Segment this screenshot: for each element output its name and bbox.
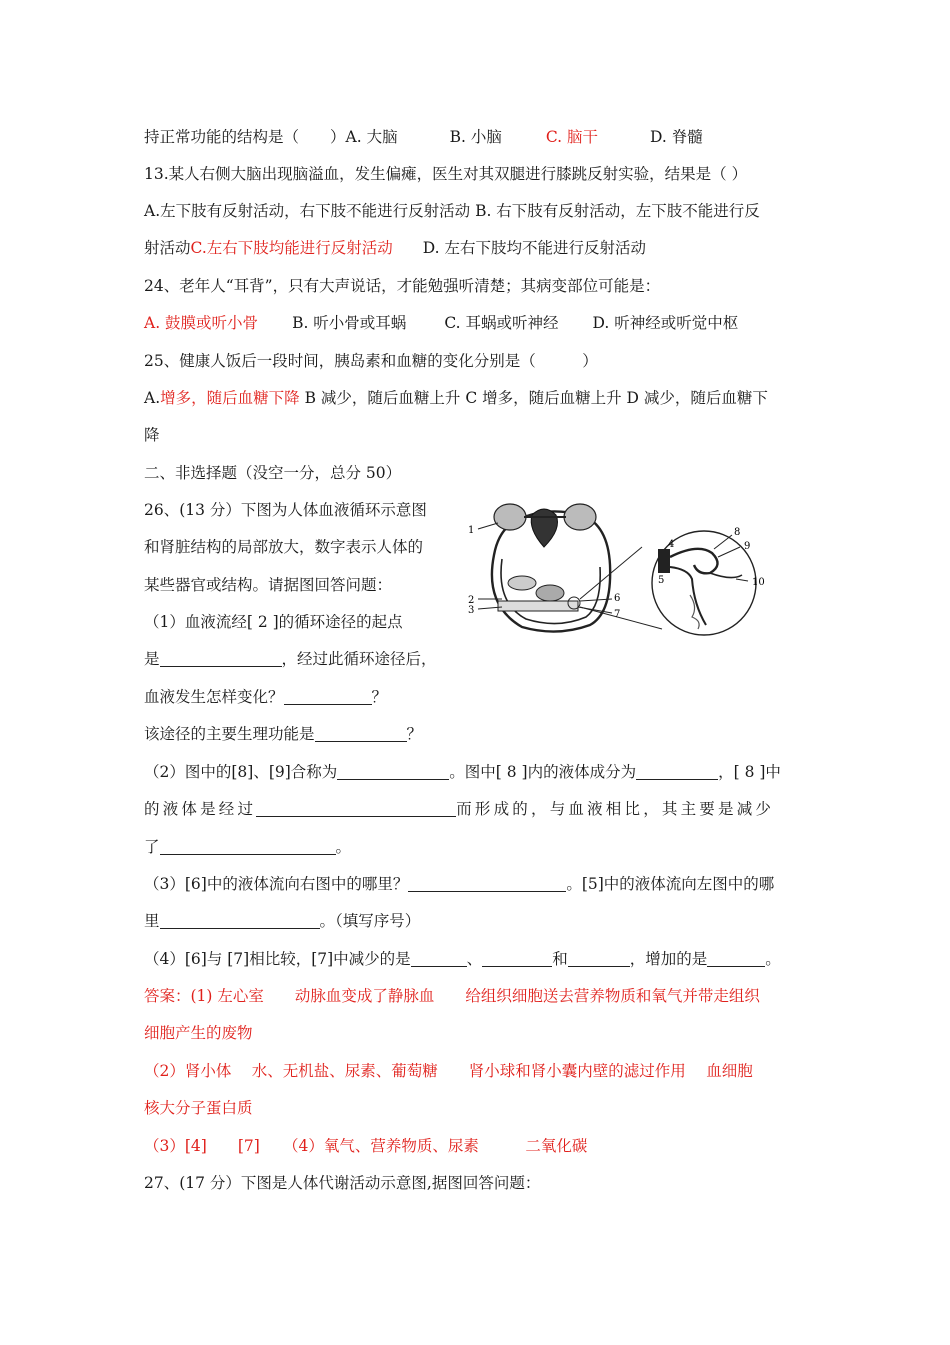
answer-blank[interactable] [636,763,718,780]
option-b-cont: 射活动 [144,239,191,257]
option-d: D. 听神经或听觉中枢 [592,314,739,332]
question-26-intro-3: 某些器官或结构。请据图回答问题： [144,576,393,594]
option-d: D. 脊髓 [650,128,703,146]
question-13-stem: 13.某人右侧大脑出现脑溢血，发生偏瘫，医生对其双腿进行膝跳反射实验，结果是（ ） [144,165,748,183]
option-b: B. 听小骨或耳蜗 [292,314,407,332]
question-25-stem: 25、健康人饭后一段时间，胰岛素和血糖的变化分别是（ ） [144,352,598,370]
text: 。 [335,838,352,856]
circulation-diagram [462,495,780,637]
figure-label-7: 7 [614,609,621,620]
glomerulus [670,549,718,574]
answer-blank[interactable] [160,912,320,929]
figure-label-2: 2 [468,595,475,606]
question-12-line [144,126,703,148]
collecting-duct [710,573,742,578]
question-25-options [144,387,768,409]
question-13-options-line2 [144,237,646,259]
intestine [536,585,564,601]
text: 是 [144,650,160,668]
pointer-9 [718,547,740,557]
left-lung [494,504,526,530]
text: （4）[6]与 [7]相比较，[7]中减少的是 [144,950,411,968]
text: ，经过此循环途径后， [281,650,437,668]
answer-blank[interactable] [337,763,449,780]
figure-label-6: 6 [614,593,621,604]
text: 而形成的，与血液相比，其主要是减少 [456,800,775,818]
pointer-1 [478,523,498,529]
answer-blank[interactable] [411,950,467,967]
option-d: D. 左右下肢均不能进行反射活动 [422,239,646,257]
question-26-part3-line1 [144,873,774,895]
pointer-8 [714,535,732,549]
answer-blank[interactable] [482,950,552,967]
question-26-part2-line1 [144,761,781,783]
option-b: B. 右下肢有反射活动，左下肢不能进行反 [475,202,760,220]
text: 。[5]中的液体流向左图中的哪 [566,875,775,893]
text: ，增加的是 [629,950,708,968]
question-26-part3-line2 [144,910,420,932]
text: ？ [406,725,423,743]
text: （3）[6]中的液体流向右图中的哪里？ [144,875,409,893]
figure-label-9: 9 [744,541,751,552]
option-c: C. 耳蜗或听神经 [444,314,559,332]
question-25-options-cont: 降 [144,426,160,444]
question-13-options-line1 [144,200,760,222]
text: ？ [371,688,388,706]
option-c-answer: C.左右下肢均能进行反射活动 [190,239,393,257]
option-c-answer: C. 脑干 [545,128,598,146]
question-26-part4 [144,948,781,970]
text: 、 [466,950,483,968]
question-26-part1-line3 [144,686,387,708]
question-24-stem: 24、老年人“耳背”，只有大声说话，才能勉强听清楚；其病变部位可能是： [144,277,661,295]
text: （2）图中的[8]、[9]合称为 [144,763,338,781]
text: 血液发生怎样变化？ [144,688,284,706]
vessel-block [658,549,670,573]
answer-blank[interactable] [160,838,336,855]
text: 了 [144,838,160,856]
answer-blank[interactable] [315,725,407,742]
question-27-stem: 27、(17 分）下图是人体代谢活动示意图,据图回答问题： [144,1174,541,1192]
liver [508,576,536,590]
text: 的液体是经过 [144,800,257,818]
question-26-part1-line1: （1）血液流经[ 2 ]的循环途径的起点 [144,613,403,631]
right-lung [564,504,596,530]
answer-1-cont: 细胞产生的废物 [144,1024,253,1042]
section-title: 二、非选择题（没空一分，总分 50） [144,464,402,482]
answer-1: 答案：(1) 左心室 动脉血变成了静脉血 给组织细胞送去营养物质和氧气并带走组织 [144,987,760,1005]
figure-label-3: 3 [468,605,475,616]
capillary-bed [498,601,578,611]
option-a: A.左下肢有反射活动，右下肢不能进行反射活动 [144,202,471,220]
text: 该途径的主要生理功能是 [144,725,315,743]
question-26-part1-line4 [144,723,422,745]
answer-blank[interactable] [408,875,566,892]
answer-2: （2）肾小体 水、无机盐、尿素、葡萄糖 肾小球和肾小囊内壁的滤过作用 血细胞 [144,1062,753,1080]
text: 。图中[ 8 ]内的液体成分为 [449,763,637,781]
answer-blank[interactable] [707,950,765,967]
option-a: A. 大脑 [345,128,398,146]
zoom-line-bottom [580,607,662,629]
question-26-intro-1: 26、(13 分）下图为人体血液循环示意图 [144,501,427,519]
question-26-part2-line2 [144,798,774,820]
question-24-options [144,312,738,334]
text: 。 [765,950,781,968]
text: 和 [552,950,568,968]
question-stem: 持正常功能的结构是（ ） [144,128,346,146]
question-26-part2-line3 [144,836,351,858]
figure-label-1: 1 [468,525,475,536]
answer-blank[interactable] [568,950,630,967]
zoom-line-top [580,547,642,599]
answer-blank[interactable] [256,800,456,817]
pointer-10 [736,579,748,581]
answer-3-4: （3）[4] [7] （4）氧气、营养物质、尿素 二氧化碳 [144,1137,588,1155]
figure-label-4: 4 [668,539,675,550]
text: ，[ 8 ]中 [718,763,781,781]
option-a-answer: 增多，随后血糖下降 [160,389,300,407]
text: 。（填写序号） [319,912,421,930]
figure-label-10: 10 [752,577,765,588]
option-a-answer: A. 鼓膜或听小骨 [144,314,259,332]
figure-label-8: 8 [734,527,741,538]
option-b: B. 小脑 [449,128,502,146]
text: 里 [144,912,160,930]
tubule [670,567,706,625]
question-26-part1-line2 [144,648,437,670]
answer-2-cont: 核大分子蛋白质 [144,1099,253,1117]
options-rest: B 减少，随后血糖上升 C 增多，随后血糖上升 D 减少，随后血糖下 [299,389,768,407]
heart [531,509,557,547]
option-a-prefix: A. [144,389,161,407]
answer-blank[interactable] [160,650,282,667]
answer-blank[interactable] [284,688,372,705]
question-26-intro-2: 和肾脏结构的局部放大，数字表示人体的 [144,538,424,556]
figure-label-5: 5 [658,575,665,586]
